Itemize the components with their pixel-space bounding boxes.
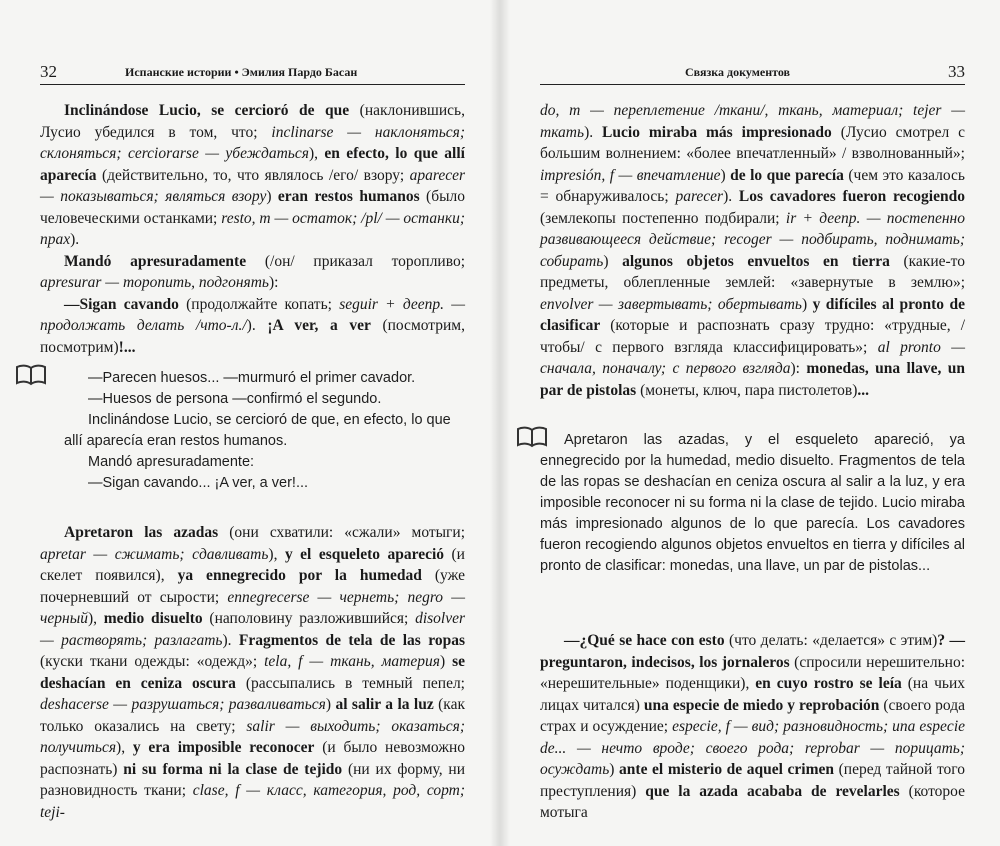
spanish-phrase: Los cavadores fueron recogiendo <box>738 188 965 205</box>
spanish-phrase: ni su forma ni la clase de tejido <box>123 760 343 778</box>
translation-text: (было человеческими останками; <box>40 188 466 227</box>
spanish-phrase: algunos objetos envueltos en tierra <box>622 252 890 270</box>
translation-text: (как только оказались на свету; <box>40 696 465 735</box>
spanish-phrase: medio disuelto <box>103 610 203 627</box>
translation-text: (монеты, ключ, пара пистолетов) <box>636 381 858 399</box>
gloss-block-2 <box>40 522 465 823</box>
dictionary-gloss: deshacerse — разрушаться; разваливаться <box>40 696 326 713</box>
original-paragraph: —Huesos de persona —confirmó el segundo. <box>88 391 382 407</box>
spanish-phrase: y era imposible reconocer <box>132 739 315 756</box>
dictionary-gloss: apretar — сжимать; сдавливать <box>40 545 269 563</box>
spanish-phrase: en cuyo rostro se leía <box>755 675 902 692</box>
dictionary-gloss: inclinarse — наклоняться; склоняться; cerciorarse — убеждаться <box>40 123 465 162</box>
translation-text: ). <box>723 188 739 205</box>
dictionary-gloss: aparecer — показываться; являться взору <box>40 166 465 205</box>
spanish-phrase: y el esqueleto apareció <box>284 545 445 563</box>
original-text-block-1 <box>540 430 965 577</box>
gloss-paragraph <box>40 522 465 823</box>
translation-text: ). <box>584 123 603 141</box>
translation-text: ) <box>801 295 813 313</box>
translation-text: (посмотрим, посмотрим) <box>40 317 465 356</box>
translation-text: ): <box>268 274 279 291</box>
dictionary-gloss: disolver — растворять; разлагать <box>40 610 465 649</box>
translation-text: (спросили нерешительно: «нерешительные» поденщики), <box>540 653 965 692</box>
translation-text: (рассыпались в темный пепел; <box>235 674 465 692</box>
translation-text: ). <box>222 631 239 649</box>
translation-text: (и скелет появился), <box>40 545 465 584</box>
spanish-phrase: ... <box>857 381 869 399</box>
dictionary-gloss: impresión, f — впечатление <box>540 166 721 184</box>
dictionary-gloss: especie, f — вид; разновидность; una especie de... — нечто вроде; своего рода; reprobar — порицать; осуждать <box>540 718 965 778</box>
translation-text: ). <box>246 317 268 334</box>
spanish-phrase: ante el misterio de aquel crimen <box>619 761 835 778</box>
translation-text: (которое мотыга <box>540 782 965 821</box>
translation-text: ): <box>790 360 807 377</box>
dictionary-gloss: al pronto — сначала, поначалу; с первого взгляда <box>540 338 965 377</box>
translation-text: (продолжайте копать; <box>178 295 340 313</box>
left-page-header <box>40 60 465 85</box>
spanish-phrase: —Sigan cavando <box>64 295 179 313</box>
translation-text: (перед тайной того преступления) <box>540 761 965 800</box>
gloss-block-1 <box>540 100 965 401</box>
gloss-paragraph <box>540 630 965 824</box>
dictionary-gloss: envolver — завертывать; обертывать <box>540 295 802 313</box>
dictionary-gloss: do, m — переплетение /ткани/, ткань, материал; tejer — ткать <box>540 102 965 141</box>
spanish-phrase: de lo que parecía <box>730 166 844 184</box>
translation-text: ) <box>720 166 731 184</box>
translation-text: ) <box>439 653 453 670</box>
translation-text: (действительно, то, что являлось /его/ взору; <box>96 166 410 184</box>
translation-text: (на чьих лицах читался) <box>540 675 965 714</box>
translation-text: (Лусио смотрел с большим волнением: «более впечатленный» / взволнованный»; <box>540 123 966 162</box>
gloss-paragraph <box>40 251 465 294</box>
gloss-paragraph <box>540 100 965 401</box>
translation-text: (наполовину разложившийся; <box>202 610 416 627</box>
right-page <box>500 0 1000 846</box>
gloss-paragraph <box>40 100 465 251</box>
translation-text: (куски ткани одежды: «одежд»; <box>40 653 265 670</box>
spanish-phrase: Apretaron las azadas <box>64 524 219 541</box>
translation-text: ), <box>308 145 325 162</box>
translation-text: (своего рода страх и осуждение; <box>540 696 965 735</box>
translation-text: (наклонившись, Лусио убедился в том, что; <box>40 102 465 141</box>
spanish-phrase: ya ennegrecido por la humedad <box>177 567 422 584</box>
translation-text: ) <box>603 252 623 270</box>
translation-text: ), <box>116 739 133 756</box>
translation-text: ). <box>70 231 80 248</box>
translation-text: ) <box>609 761 620 778</box>
dictionary-gloss: ir + деепр. — постепенно развивающееся действие; recoger — подбирать, поднимать; собирать <box>540 209 965 270</box>
dictionary-gloss: salir — выходить; оказаться; получиться <box>40 717 465 756</box>
dictionary-gloss: parecer <box>675 188 724 205</box>
spanish-phrase: se deshacían en ceniza oscura <box>40 653 465 692</box>
spanish-phrase: una especie de miedo y reprobación <box>643 696 880 714</box>
spanish-phrase: al salir a la luz <box>335 696 434 713</box>
original-text-block-1 <box>64 368 464 494</box>
translation-text: ) <box>325 696 336 713</box>
original-paragraph: Mandó apresuradamente: <box>88 454 255 470</box>
spanish-phrase: ? —preguntaron, indecisos, los jornaleros <box>540 632 966 671</box>
translation-text: ), <box>87 610 104 627</box>
translation-text: (землекопы постепенно подбирали; <box>540 209 786 227</box>
spanish-phrase: —¿Qué se hace con esto <box>564 632 725 649</box>
translation-text: (которые и распознать сразу трудно: «трудные, /чтобы/ с первого взгляда классифицировать»; <box>540 317 965 356</box>
dictionary-gloss: resto, m — остаток; /pl/ — останки; прах <box>40 209 465 248</box>
spanish-phrase: eran restos humanos <box>277 188 420 205</box>
page-number: 32 <box>40 62 57 81</box>
dictionary-gloss: seguir + деепр. — продолжать делать /что-л./ <box>40 295 465 334</box>
dictionary-gloss: clase, f — класс, категория, род, сорт; teji- <box>40 782 465 821</box>
spanish-phrase: Inclinándose Lucio, se cercioró de que <box>64 102 350 119</box>
spanish-phrase: Fragmentos de tela de las ropas <box>238 631 465 649</box>
original-paragraph: Apretaron las azadas, y el esqueleto apareció, ya ennegrecido por la humedad, medio disuelto. Fragmentos de tela de las ropas se deshacían en ceniza oscura al salir a la luz, y era imposible reconocer ni su forma ni la clase de tejido. Lucio miraba más impresionado algunos de lo que parecía. Los cavadores fueron recogiendo algunos objetos envueltos en tierra y difíciles al pronto de clasificar: monedas, una llave, un par de pistolas... <box>540 432 965 574</box>
translation-text: (они схватили: «сжали» мотыги; <box>218 524 466 541</box>
translation-text: (какие-то предметы, облепленные землей: «завернутые в землю»; <box>540 252 965 291</box>
gloss-block-2 <box>540 630 965 824</box>
page-number: 33 <box>948 62 965 81</box>
running-head: Связка документов <box>685 65 791 79</box>
open-book-icon <box>15 363 47 387</box>
spanish-phrase: en efecto, lo que allí aparecía <box>40 145 465 184</box>
translation-text: (уже почерневший от сырости; <box>40 567 465 606</box>
spanish-phrase: monedas, una llave, un par de pistolas <box>540 360 965 399</box>
translation-text: (и было невозможно распознать) <box>40 739 465 778</box>
spanish-phrase: ¡A ver, a ver <box>267 317 371 334</box>
spanish-phrase: Lucio miraba más impresionado <box>602 123 832 141</box>
original-paragraph: —Parecen huesos... —murmuró el primer cavador. <box>88 370 416 386</box>
spanish-phrase: !... <box>118 338 136 356</box>
gloss-block-1 <box>40 100 465 358</box>
dictionary-gloss: tela, f — ткань, материя <box>264 653 440 670</box>
translation-text: ), <box>268 545 285 563</box>
original-paragraph: —Sigan cavando... ¡A ver, a ver!... <box>88 475 309 491</box>
translation-text: (чем это казалось = обнаруживалось; <box>540 166 965 205</box>
right-page-header <box>540 60 965 85</box>
gloss-paragraph <box>40 294 465 359</box>
dictionary-gloss: apresurar — торопить, подгонять <box>40 274 269 291</box>
translation-text: (ни их форму, ни разновидность ткани; <box>40 760 465 799</box>
spanish-phrase: Mandó apresuradamente <box>64 252 247 270</box>
spanish-phrase: y difíciles al pronto de clasificar <box>540 295 965 334</box>
running-head: Испанские истории • Эмилия Пардо Басан <box>125 65 358 79</box>
original-paragraph: Inclinándose Lucio, se cercioró de que, en efecto, lo que allí aparecía eran restos humanos. <box>64 412 451 449</box>
dictionary-gloss: ennegrecerse — чернеть; negro — черный <box>40 588 466 627</box>
translation-text: (что делать: «делается» с этим) <box>724 632 938 649</box>
spanish-phrase: que la azada acababa de revelarles <box>645 782 900 800</box>
translation-text: (/он/ приказал торопливо; <box>246 252 466 270</box>
translation-text: ) <box>266 188 278 205</box>
